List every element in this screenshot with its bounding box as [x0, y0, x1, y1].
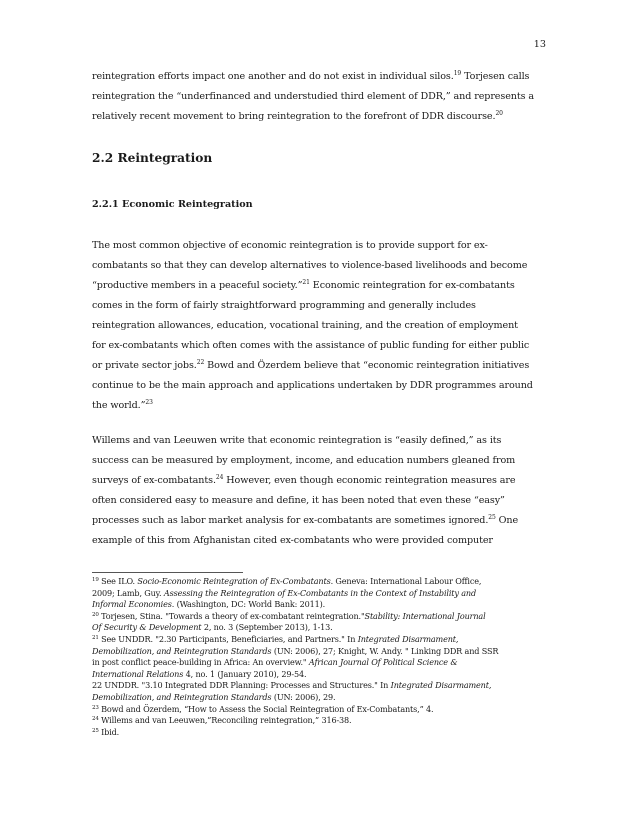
text-line: processes such as labor market analysis for ex-combatants are sometimes ignored.$^{25}$ One	[92, 514, 519, 526]
paragraph-intro	[92, 67, 548, 127]
text-line: surveys of ex-combatants.$^{24}$ However, even though economic reintegration measures are	[92, 474, 516, 486]
footnote-divider	[92, 572, 243, 573]
text-line: reintegration allowances, education, vocational training, and the creation of employment	[92, 320, 518, 331]
footnote-line: in post conflict peace-building in Africa: An overview." African Journal Of Political Science &	[92, 657, 458, 668]
footnote-line: 2009; Lamb, Guy. Assessing the Reintegration of Ex-Combatants in the Context of Instability and	[92, 587, 476, 598]
text-line: The most common objective of economic reintegration is to provide support for ex-	[92, 240, 488, 251]
footnote-line: Of Security & Development 2, no. 3 (September 2013), 1-13.	[92, 622, 333, 633]
footnote-ref[interactable]: 23	[145, 399, 153, 406]
text-line: comes in the form of fairly straightforward programming and generally includes	[92, 300, 476, 311]
paragraph-economic	[92, 236, 548, 416]
footnote-line: International Relations 4, no. 1 (January 2010), 29-54.	[92, 668, 307, 679]
text-line: combatants so that they can develop alternatives to violence-based livelihoods and become	[92, 260, 528, 271]
footnote-19: $^{19}$ See ILO. Socio-Economic Reintegration of Ex-Combatants. Geneva: International Labour Office,	[92, 576, 482, 586]
footnote-25: $^{25}$ Ibid.	[92, 726, 120, 737]
page-number: 13	[533, 39, 546, 50]
paragraph-willems	[92, 431, 548, 551]
footnote-line: Informal Economies. (Washington, DC: World Bank: 2011).	[92, 599, 326, 610]
subsection-heading: 2.2.1 Economic Reintegration	[92, 199, 253, 210]
footnote-22: 22 UNDDR. "3.10 Integrated DDR Planning: Processes and Structures." In Integrated Disarmament,	[92, 680, 492, 691]
footnote-line: Demobilization, and Reintegration Standards (UN: 2006), 29.	[92, 691, 336, 702]
footnote-ref[interactable]: 22	[196, 359, 205, 366]
text-line: relatively recent movement to bring reintegration to the forefront of DDR discourse.$^{20}$	[92, 110, 503, 122]
footnote-ref[interactable]: 21	[302, 279, 310, 286]
text-line: success can be measured by employment, income, and education numbers gleaned from	[92, 455, 516, 466]
footnotes	[92, 576, 552, 738]
text-line: or private sector jobs.$^{22}$ Bowd and Özerdem believe that “economic reintegration initiatives	[92, 359, 530, 371]
footnote-ref[interactable]: 20	[495, 110, 503, 117]
section-heading: 2.2 Reintegration	[92, 151, 213, 165]
footnote-23: $^{23}$ Bowd and Özerdem, “How to Assess the Social Reintegration of Ex-Combatants,” 4.	[92, 703, 434, 714]
footnote-ref[interactable]: 25	[488, 514, 496, 521]
footnote-24: $^{24}$ Willems and van Leeuwen,”Reconciling reintegration,” 316-38.	[92, 715, 352, 726]
text-line: the world.”$^{23}$	[92, 399, 153, 411]
footnote-line: Demobilization, and Reintegration Standards (UN: 2006), 27; Knight, W. Andy. " Linking DDR and SSR	[92, 645, 499, 656]
footnote-21: $^{21}$ See UNDDR. "2.30 Participants, Beneficiaries, and Partners." In Integrated Disarmament,	[92, 633, 459, 644]
footnote-20: $^{20}$ Torjesen, Stina. "Towards a theory of ex-combatant reintegration."Stability: International Journal	[92, 610, 486, 621]
text-line: example of this from Afghanistan cited ex-combatants who were provided computer	[92, 535, 493, 546]
text-line: continue to be the main approach and applications undertaken by DDR programmes around	[92, 380, 533, 391]
footnote-ref[interactable]: 19	[453, 70, 462, 77]
text-line: for ex-combatants which often comes with the assistance of public funding for either public	[92, 340, 530, 351]
text-line: “productive members in a peaceful society.”$^{21}$ Economic reintegration for ex-combatants	[92, 279, 515, 291]
text-line: Willems and van Leeuwen write that economic reintegration is “easily defined,” as its	[92, 435, 502, 446]
text-line: reintegration efforts impact one another and do not exist in individual silos.$^{19}$ Torjesen calls	[92, 70, 530, 82]
text-line: reintegration the “underfinanced and understudied third element of DDR,” and represents a	[92, 91, 535, 102]
footnote-ref[interactable]: 24	[215, 474, 224, 481]
text-line: often considered easy to measure and define, it has been noted that even these “easy”	[92, 495, 505, 506]
